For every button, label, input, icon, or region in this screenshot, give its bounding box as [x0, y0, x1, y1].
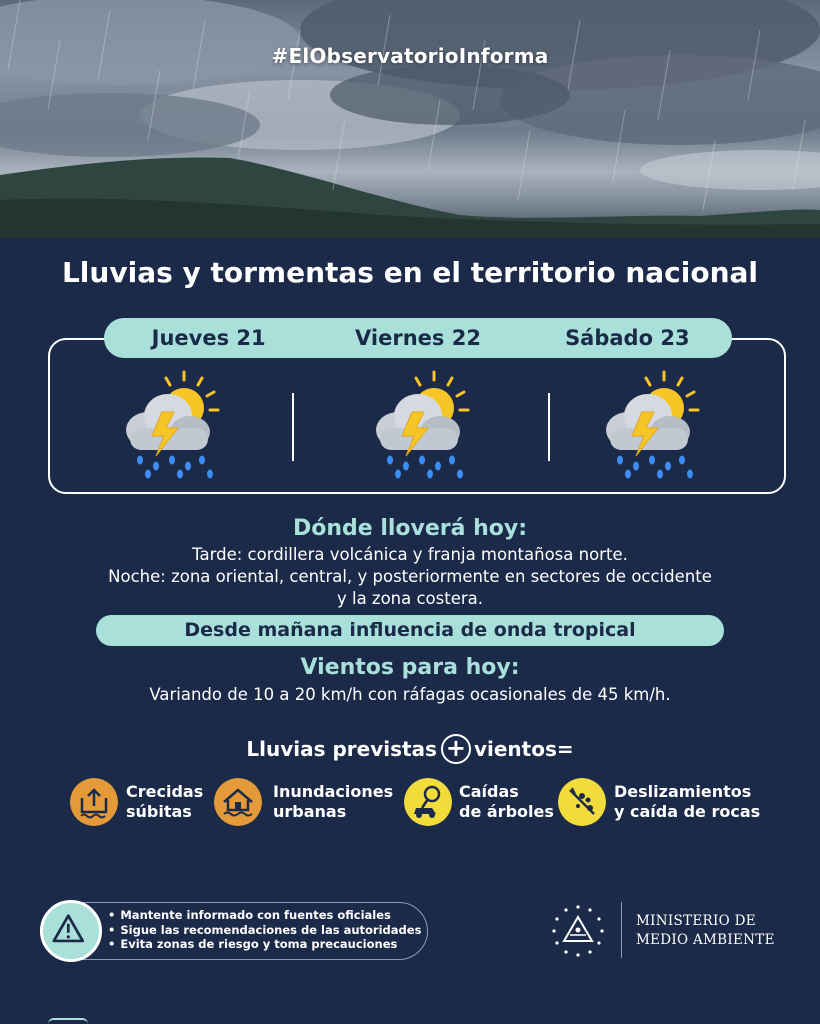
rain-line-night: Noche: zona oriental, central, y posteriormente en sectores de occidente [108, 567, 712, 586]
landslide-icon [558, 778, 606, 826]
winds-heading: Vientos para hoy: [300, 655, 520, 680]
day-label-saturday: Sábado 23 [565, 326, 690, 350]
equation-right: vientos= [473, 737, 574, 761]
tropical-wave-banner: Desde mañana influencia de onda tropical [96, 615, 724, 646]
risk-falling-trees: Caídas de árboles [459, 782, 554, 821]
rain-line-coast: y la zona costera. [336, 589, 484, 608]
plus-icon: + [441, 734, 471, 764]
bottom-decoration [48, 1018, 88, 1024]
hashtag: #ElObservatorioInforma [271, 44, 549, 68]
risk-flash-flood: Crecidas súbitas [126, 782, 204, 821]
flash-flood-icon [70, 778, 118, 826]
day-label-thursday: Jueves 21 [151, 326, 266, 350]
advice-list [108, 908, 421, 952]
advice-item: • Sigue las recomendaciones de las autoridades [108, 923, 421, 938]
storm-cloud-sun-rain-icon [598, 368, 702, 480]
risk-landslides: Deslizamientos y caída de rocas [614, 782, 761, 821]
falling-tree-icon [404, 778, 452, 826]
mountain-rain-photo [0, 0, 820, 238]
national-seal-icon [550, 903, 606, 959]
urban-flood-icon [214, 778, 262, 826]
winds-text: Variando de 10 a 20 km/h con ráfagas ocasionales de 45 km/h. [149, 685, 671, 704]
page-title: Lluvias y tormentas en el territorio nacional [61, 256, 759, 289]
storm-cloud-sun-rain-icon [118, 368, 222, 480]
risk-equation [0, 734, 820, 764]
hero-photo [0, 0, 820, 238]
day-divider [292, 393, 294, 461]
risk-urban-flood: Inundaciones urbanas [273, 782, 394, 821]
ministry-name: MINISTERIO DE MEDIO AMBIENTE [636, 913, 775, 948]
ministry-divider [621, 902, 622, 958]
day-divider [548, 393, 550, 461]
warning-icon [40, 900, 102, 962]
advice-item: • Mantente informado con fuentes oficiales [108, 908, 421, 923]
days-header [104, 318, 732, 358]
equation-left: Lluvias previstas [246, 737, 437, 761]
day-label-friday: Viernes 22 [355, 326, 481, 350]
storm-cloud-sun-rain-icon [368, 368, 472, 480]
advice-item: • Evita zonas de riesgo y toma precauciones [108, 937, 421, 952]
rain-heading: Dónde lloverá hoy: [292, 516, 528, 541]
rain-line-afternoon: Tarde: cordillera volcánica y franja montañosa norte. [192, 545, 628, 564]
